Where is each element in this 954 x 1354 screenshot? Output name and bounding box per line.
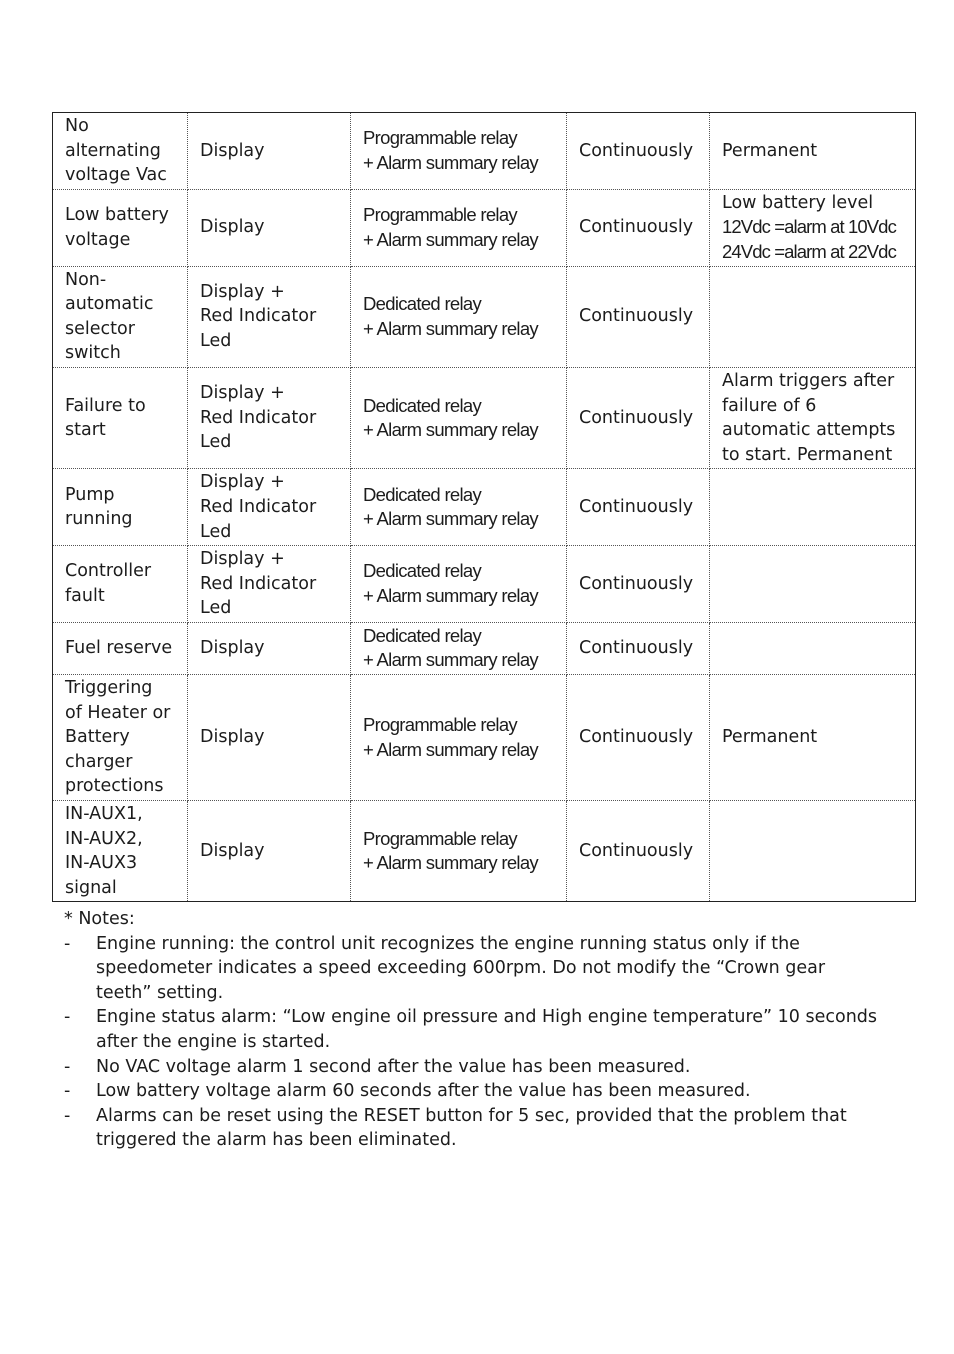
reset-note-line: Permanent (722, 727, 818, 748)
reset-note-line: to start. Permanent (722, 444, 893, 465)
relay-line: + Alarm summary relay (363, 584, 538, 606)
alarm-name-cell (53, 469, 188, 546)
visual-signal-cell (188, 546, 351, 623)
list-item (64, 1055, 884, 1080)
visual-signal-line: Display (200, 638, 265, 659)
visual-signal-line: Led (200, 432, 232, 453)
visual-signal-cell (188, 622, 351, 674)
alarm-name-cell (53, 113, 188, 190)
relay-line: Programmable relay (363, 827, 517, 849)
mode-text: Continuously (579, 140, 694, 161)
relay-cell (351, 546, 567, 623)
alarm-name-line: IN-AUX1, (65, 804, 143, 825)
alarm-name-line: voltage (65, 229, 131, 250)
reset-note-line: automatic attempts (722, 420, 896, 441)
reset-notes-cell (710, 675, 916, 801)
relay-line: Dedicated relay (363, 560, 482, 582)
alarm-name-cell (53, 675, 188, 801)
alarm-name-cell (53, 367, 188, 468)
visual-signal-line: Red Indicator (200, 573, 317, 594)
table-row (53, 801, 916, 902)
visual-signal-line: Red Indicator (200, 306, 317, 327)
mode-text: Continuously (579, 306, 694, 327)
visual-signal-line: Display + (200, 281, 285, 302)
visual-signal-line: Display (200, 840, 265, 861)
note-text: Low battery voltage alarm 60 seconds after the value has been measured. (96, 1081, 751, 1102)
relay-line: Dedicated relay (363, 293, 482, 315)
alarm-name-line: Pump (65, 484, 115, 505)
relay-line: + Alarm summary relay (363, 151, 538, 173)
mode-cell (567, 675, 710, 801)
visual-signal-line: Display + (200, 383, 285, 404)
alarm-name-cell (53, 801, 188, 902)
mode-cell (567, 546, 710, 623)
reset-notes-cell (710, 189, 916, 266)
relay-line: + Alarm summary relay (363, 738, 538, 760)
mode-text: Continuously (579, 840, 694, 861)
alarm-name-cell (53, 546, 188, 623)
alarm-name-line: Battery (65, 727, 130, 748)
table-row (53, 266, 916, 367)
relay-line: Dedicated relay (363, 624, 482, 646)
bullet-dash: - (64, 1105, 71, 1126)
bullet-dash: - (64, 1056, 71, 1077)
visual-signal-cell (188, 801, 351, 902)
list-item (64, 932, 884, 1006)
table-row (53, 189, 916, 266)
alarm-name-line: Low battery (65, 205, 169, 226)
visual-signal-cell (188, 469, 351, 546)
relay-line: Programmable relay (363, 204, 517, 226)
visual-signal-line: Red Indicator (200, 407, 317, 428)
alarm-name-line: Failure to (65, 395, 146, 416)
alarm-name-cell (53, 266, 188, 367)
alarm-name-line: switch (65, 343, 121, 364)
alarm-name-line: start (65, 420, 106, 441)
mode-cell (567, 469, 710, 546)
relay-cell (351, 113, 567, 190)
note-text: Engine status alarm: “Low engine oil pressure and High engine temperature” 10 seconds after the engine is started. (96, 1007, 878, 1052)
reset-notes-cell (710, 546, 916, 623)
relay-line: Dedicated relay (363, 394, 482, 416)
mode-text: Continuously (579, 727, 694, 748)
relay-cell (351, 801, 567, 902)
visual-signal-cell (188, 367, 351, 468)
alarm-name-line: automatic (65, 294, 154, 315)
note-text: Engine running: the control unit recognizes the engine running status only if the speedometer indicates a speed exceeding 600rpm. Do not modify the “Crown gear teeth” setting. (96, 933, 826, 1003)
relay-cell (351, 469, 567, 546)
mode-cell (567, 113, 710, 190)
note-text: No VAC voltage alarm 1 second after the value has been measured. (96, 1056, 691, 1077)
table-row (53, 622, 916, 674)
mode-text: Continuously (579, 407, 694, 428)
visual-signal-cell (188, 266, 351, 367)
visual-signal-line: Led (200, 331, 232, 352)
mode-cell (567, 266, 710, 367)
table-row (53, 546, 916, 623)
relay-line: + Alarm summary relay (363, 649, 538, 671)
visual-signal-cell (188, 675, 351, 801)
table-row (53, 675, 916, 801)
reset-note-line: failure of 6 (722, 395, 817, 416)
alarm-name-line: of Heater or (65, 702, 171, 723)
mode-cell (567, 622, 710, 674)
alarm-name-line: selector (65, 318, 135, 339)
alarm-name-line: charger (65, 751, 133, 772)
alarm-name-line: signal (65, 877, 117, 898)
alarm-name-line: IN-AUX2, (65, 828, 143, 849)
mode-text: Continuously (579, 217, 694, 238)
visual-signal-line: Red Indicator (200, 496, 317, 517)
mode-cell (567, 189, 710, 266)
notes-section (64, 907, 884, 1153)
alarm-name-line: IN-AUX3 (65, 853, 138, 874)
alarm-table (52, 112, 916, 902)
reset-notes-cell (710, 113, 916, 190)
table-row (53, 469, 916, 546)
mode-text: Continuously (579, 496, 694, 517)
mode-cell (567, 367, 710, 468)
reset-notes-cell (710, 622, 916, 674)
relay-cell (351, 622, 567, 674)
reset-note-line: 12Vdc =alarm at 10Vdc (722, 216, 896, 238)
mode-text: Continuously (579, 638, 694, 659)
relay-line: + Alarm summary relay (363, 228, 538, 250)
reset-note-line: Alarm triggers after (722, 370, 895, 391)
relay-cell (351, 189, 567, 266)
alarm-name-line: voltage Vac (65, 165, 167, 186)
visual-signal-line: Display + (200, 549, 285, 570)
reset-notes-cell (710, 469, 916, 546)
reset-notes-cell (710, 266, 916, 367)
alarm-name-line: Fuel reserve (65, 638, 173, 659)
reset-notes-cell (710, 367, 916, 468)
visual-signal-line: Display + (200, 472, 285, 493)
alarm-name-line: Non- (65, 269, 107, 290)
note-text: Alarms can be reset using the RESET button for 5 sec, provided that the problem that triggered the alarm has been eliminated. (96, 1105, 847, 1151)
table-row (53, 113, 916, 190)
alarm-name-line: Controller (65, 561, 152, 582)
visual-signal-line: Display (200, 217, 265, 238)
list-item (64, 1005, 884, 1054)
reset-note-line: Low battery level (722, 192, 874, 213)
alarm-name-cell (53, 622, 188, 674)
relay-cell (351, 367, 567, 468)
relay-cell (351, 675, 567, 801)
list-item (64, 1104, 884, 1153)
visual-signal-line: Display (200, 140, 265, 161)
relay-cell (351, 266, 567, 367)
list-item (64, 1079, 884, 1104)
relay-line: + Alarm summary relay (363, 419, 538, 441)
mode-cell (567, 801, 710, 902)
visual-signal-line: Led (200, 598, 232, 619)
relay-line: Programmable relay (363, 127, 517, 149)
reset-notes-cell (710, 801, 916, 902)
alarm-name-line: fault (65, 585, 105, 606)
visual-signal-cell (188, 189, 351, 266)
notes-list (64, 932, 884, 1153)
relay-line: Dedicated relay (363, 483, 482, 505)
alarm-name-line: Triggering (65, 678, 153, 699)
alarm-name-line: alternating (65, 140, 161, 161)
notes-heading: * Notes: (64, 909, 135, 929)
bullet-dash: - (64, 1081, 71, 1102)
reset-note-line: Permanent (722, 140, 818, 161)
relay-line: + Alarm summary relay (363, 852, 538, 874)
reset-note-line: 24Vdc =alarm at 22Vdc (722, 240, 896, 262)
visual-signal-line: Led (200, 521, 232, 542)
relay-line: + Alarm summary relay (363, 317, 538, 339)
visual-signal-line: Display (200, 727, 265, 748)
bullet-dash: - (64, 933, 71, 954)
table-row (53, 367, 916, 468)
alarm-name-line: protections (65, 776, 164, 797)
alarm-name-cell (53, 189, 188, 266)
alarm-name-line: No (65, 116, 89, 136)
alarm-name-line: running (65, 509, 133, 530)
visual-signal-cell (188, 113, 351, 190)
relay-line: Programmable relay (363, 713, 517, 735)
alarm-table-body (53, 113, 916, 902)
relay-line: + Alarm summary relay (363, 508, 538, 530)
mode-text: Continuously (579, 573, 694, 594)
bullet-dash: - (64, 1007, 71, 1028)
